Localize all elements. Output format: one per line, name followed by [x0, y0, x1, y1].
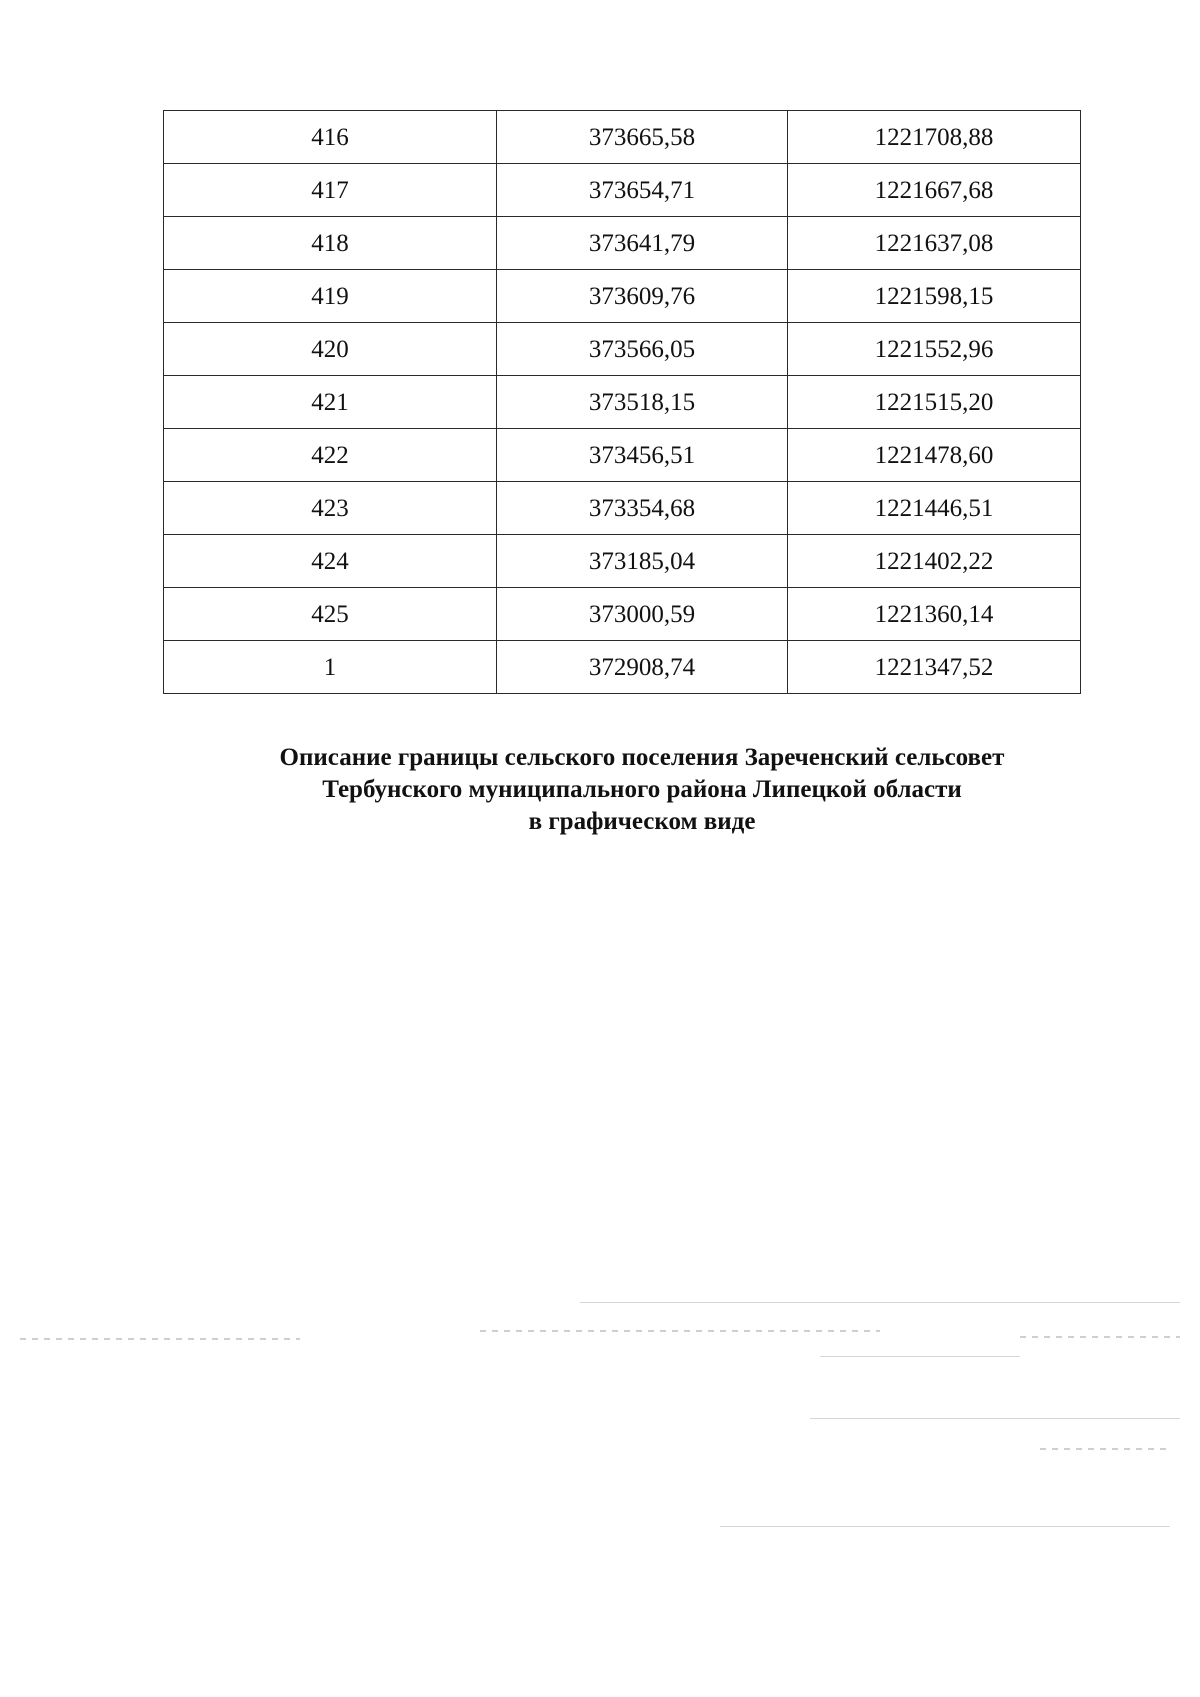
- coordinate-x: 372908,74: [497, 641, 788, 694]
- scan-mark: [1020, 1336, 1180, 1338]
- table-row: [164, 535, 1081, 588]
- coordinate-y: 1221667,68: [788, 164, 1081, 217]
- table-row: [164, 588, 1081, 641]
- coordinate-x: 373609,76: [497, 270, 788, 323]
- coordinate-x: 373456,51: [497, 429, 788, 482]
- coordinate-x: 373185,04: [497, 535, 788, 588]
- scan-mark: [580, 1302, 1180, 1303]
- table-row: [164, 111, 1081, 164]
- table-row: [164, 376, 1081, 429]
- scan-mark: [820, 1356, 1020, 1357]
- coordinate-y: 1221446,51: [788, 482, 1081, 535]
- point-number: 416: [164, 111, 497, 164]
- caption-line: в графическом виде: [528, 808, 756, 835]
- coordinate-y: 1221402,22: [788, 535, 1081, 588]
- coordinate-x: 373518,15: [497, 376, 788, 429]
- coordinates-table-body: [164, 111, 1081, 694]
- table-row: [164, 429, 1081, 482]
- coordinate-x: 373665,58: [497, 111, 788, 164]
- coordinates-table: [163, 110, 1081, 694]
- coordinate-x: 373654,71: [497, 164, 788, 217]
- point-number: 420: [164, 323, 497, 376]
- coordinate-x: 373641,79: [497, 217, 788, 270]
- scan-mark: [480, 1330, 880, 1332]
- scan-mark: [720, 1526, 1170, 1527]
- table-row: [164, 641, 1081, 694]
- coordinate-y: 1221515,20: [788, 376, 1081, 429]
- point-number: 422: [164, 429, 497, 482]
- table-row: [164, 482, 1081, 535]
- point-number: 419: [164, 270, 497, 323]
- table-row: [164, 164, 1081, 217]
- coordinate-x: 373354,68: [497, 482, 788, 535]
- point-number: 421: [164, 376, 497, 429]
- point-number: 1: [164, 641, 497, 694]
- section-caption: [150, 742, 1134, 838]
- coordinate-x: 373000,59: [497, 588, 788, 641]
- table-row: [164, 323, 1081, 376]
- point-number: 423: [164, 482, 497, 535]
- coordinate-y: 1221637,08: [788, 217, 1081, 270]
- coordinate-y: 1221347,52: [788, 641, 1081, 694]
- caption-line: Описание границы сельского поселения Зареченский сельсовет: [279, 744, 1005, 771]
- coordinate-y: 1221552,96: [788, 323, 1081, 376]
- scan-mark: [1040, 1448, 1170, 1450]
- scan-mark: [810, 1418, 1180, 1419]
- point-number: 425: [164, 588, 497, 641]
- table-row: [164, 270, 1081, 323]
- coordinate-y: 1221478,60: [788, 429, 1081, 482]
- point-number: 418: [164, 217, 497, 270]
- coordinate-y: 1221598,15: [788, 270, 1081, 323]
- scan-mark: [20, 1338, 300, 1340]
- point-number: 424: [164, 535, 497, 588]
- caption-line: Тербунского муниципального района Липецкой области: [322, 776, 962, 803]
- coordinate-y: 1221708,88: [788, 111, 1081, 164]
- table-row: [164, 217, 1081, 270]
- coordinate-y: 1221360,14: [788, 588, 1081, 641]
- coordinate-x: 373566,05: [497, 323, 788, 376]
- point-number: 417: [164, 164, 497, 217]
